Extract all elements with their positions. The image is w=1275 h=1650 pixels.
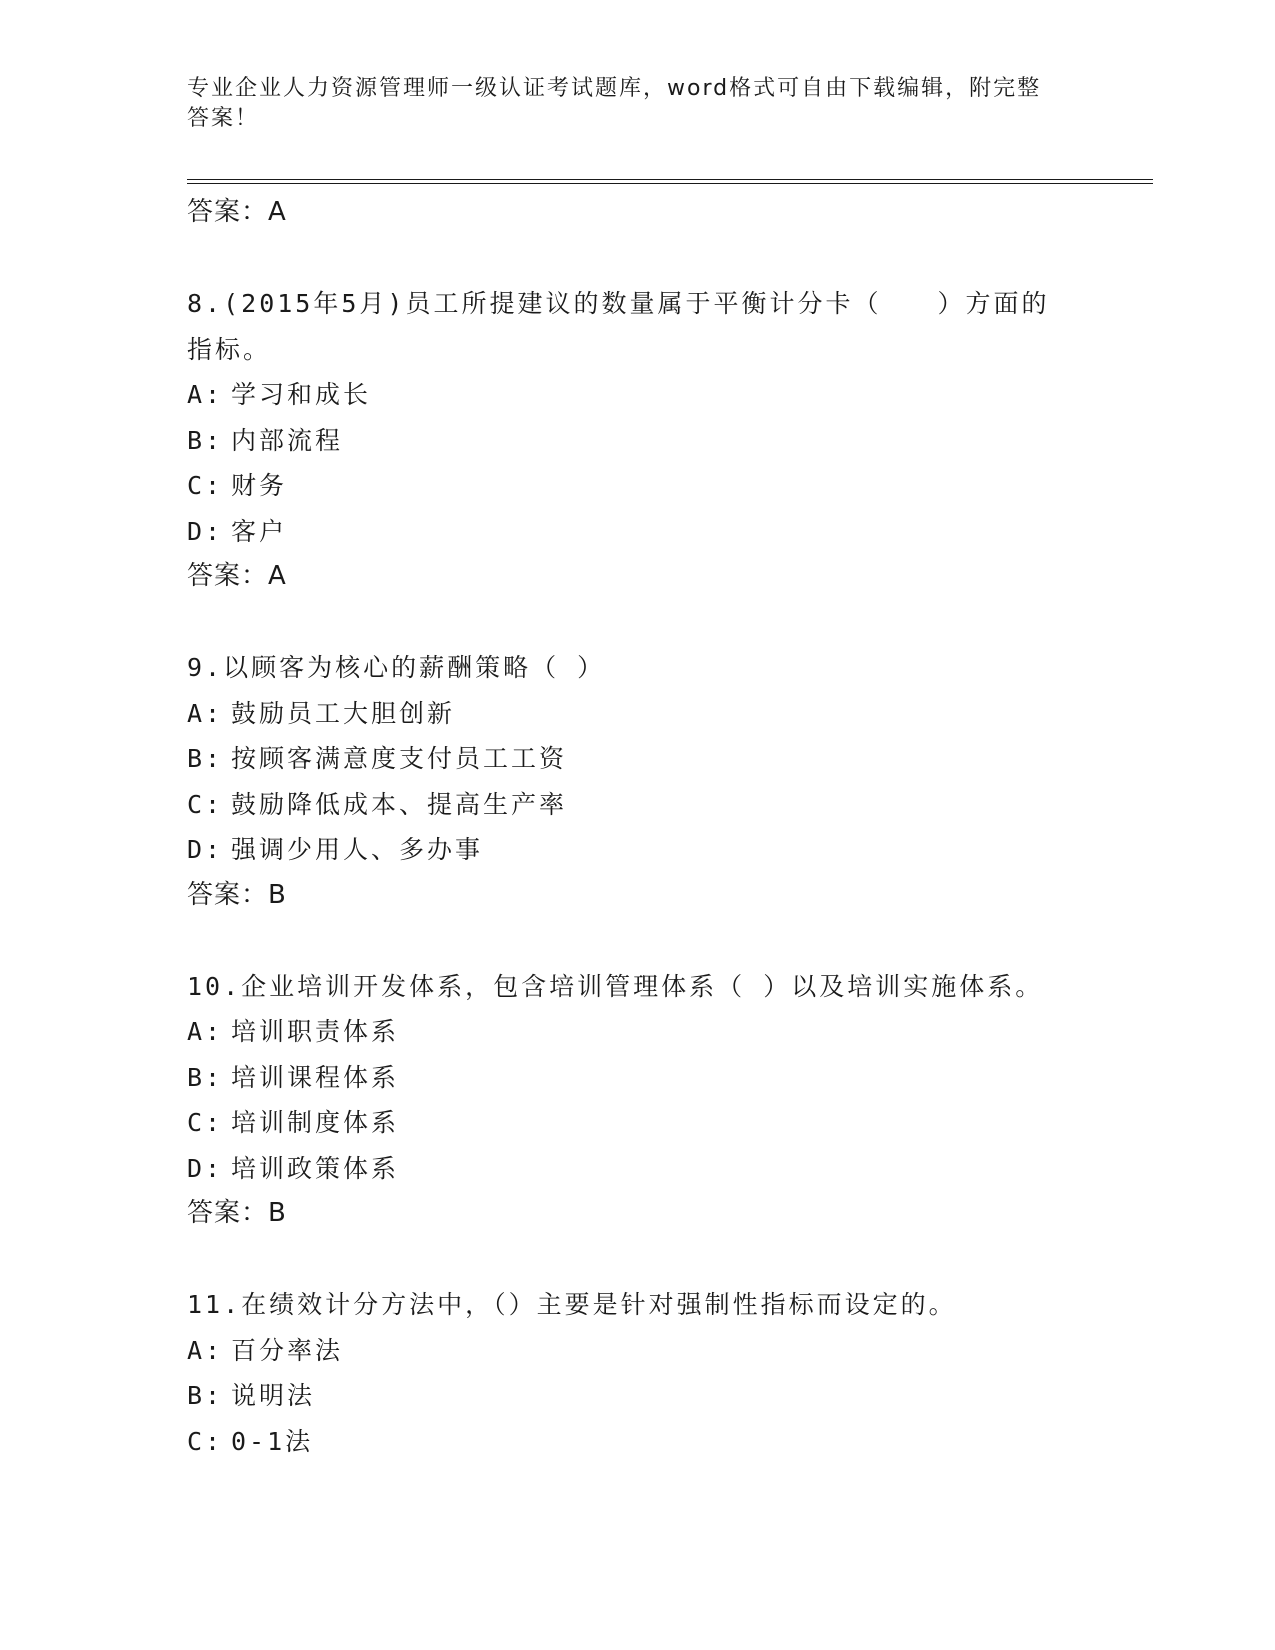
option-text: 强调少用人、多办事 bbox=[231, 835, 484, 864]
option-text: 说明法 bbox=[231, 1381, 316, 1410]
option-label: C: bbox=[187, 1426, 224, 1456]
question-list bbox=[187, 190, 1087, 1464]
option-a bbox=[187, 1009, 1087, 1055]
option-label: A: bbox=[187, 380, 224, 409]
question-stem: 10.企业培训开发体系，包含培训管理体系（ ）以及培训实施体系。 bbox=[187, 971, 1044, 1001]
option-label: C: bbox=[187, 471, 224, 500]
option-d bbox=[187, 509, 1087, 555]
option-label: B: bbox=[187, 425, 224, 455]
option-label: A: bbox=[187, 1335, 224, 1365]
option-b bbox=[187, 1055, 1087, 1101]
option-text: 0-1法 bbox=[231, 1426, 314, 1456]
previous-answer: 答案：A bbox=[187, 197, 287, 227]
option-text: 培训课程体系 bbox=[231, 1062, 400, 1092]
option-d bbox=[187, 827, 1087, 873]
option-label: C: bbox=[187, 1108, 224, 1137]
option-c bbox=[187, 1100, 1087, 1146]
option-text: 培训制度体系 bbox=[231, 1108, 400, 1137]
document-header bbox=[187, 74, 1067, 134]
question-11 bbox=[187, 1282, 1087, 1464]
option-text: 学习和成长 bbox=[231, 380, 372, 409]
option-text: 百分率法 bbox=[231, 1335, 344, 1365]
option-text: 按顾客满意度支付员工工资 bbox=[231, 744, 568, 773]
header-line-2: 答案！ bbox=[187, 106, 260, 131]
question-stem: 9.以顾客为核心的薪酬策略（ ） bbox=[187, 653, 606, 682]
question-10 bbox=[187, 964, 1087, 1237]
option-label: A: bbox=[187, 1017, 224, 1046]
question-stem: 8.(2015年5月)员工所提建议的数量属于平衡计分卡（ ）方面的 bbox=[187, 289, 1050, 318]
option-text: 内部流程 bbox=[231, 425, 344, 455]
header-line-1: 专业企业人力资源管理师一级认证考试题库，word格式可自由下载编辑，附完整 bbox=[187, 76, 1042, 101]
option-text: 客户 bbox=[231, 516, 288, 546]
option-label: C: bbox=[187, 789, 224, 819]
option-label: D: bbox=[187, 835, 224, 864]
option-b bbox=[187, 418, 1087, 464]
option-text: 培训政策体系 bbox=[231, 1153, 400, 1183]
option-label: B: bbox=[187, 744, 224, 773]
question-8 bbox=[187, 281, 1087, 600]
header-rule-bottom bbox=[187, 183, 1153, 184]
option-c bbox=[187, 782, 1087, 828]
question-9 bbox=[187, 645, 1087, 918]
option-d bbox=[187, 1146, 1087, 1192]
option-label: D: bbox=[187, 516, 224, 546]
option-text: 鼓励降低成本、提高生产率 bbox=[231, 789, 568, 819]
answer: 答案：B bbox=[187, 879, 287, 910]
option-label: B: bbox=[187, 1062, 224, 1092]
option-text: 鼓励员工大胆创新 bbox=[231, 698, 456, 728]
option-text: 财务 bbox=[231, 471, 288, 500]
option-label: D: bbox=[187, 1153, 224, 1183]
option-a bbox=[187, 691, 1087, 737]
option-label: B: bbox=[187, 1381, 224, 1410]
option-b bbox=[187, 736, 1087, 782]
option-c bbox=[187, 1419, 1087, 1465]
answer: 答案：B bbox=[187, 1198, 287, 1228]
answer: 答案：A bbox=[187, 561, 287, 591]
option-text: 培训职责体系 bbox=[231, 1017, 400, 1046]
question-stem-continued: 指标。 bbox=[187, 334, 272, 364]
option-a bbox=[187, 1328, 1087, 1374]
option-c bbox=[187, 463, 1087, 509]
option-b bbox=[187, 1373, 1087, 1419]
option-label: A: bbox=[187, 698, 224, 728]
option-a bbox=[187, 372, 1087, 418]
question-stem: 11.在绩效计分方法中，（）主要是针对强制性指标而设定的。 bbox=[187, 1290, 957, 1319]
header-rule-top bbox=[187, 179, 1153, 180]
